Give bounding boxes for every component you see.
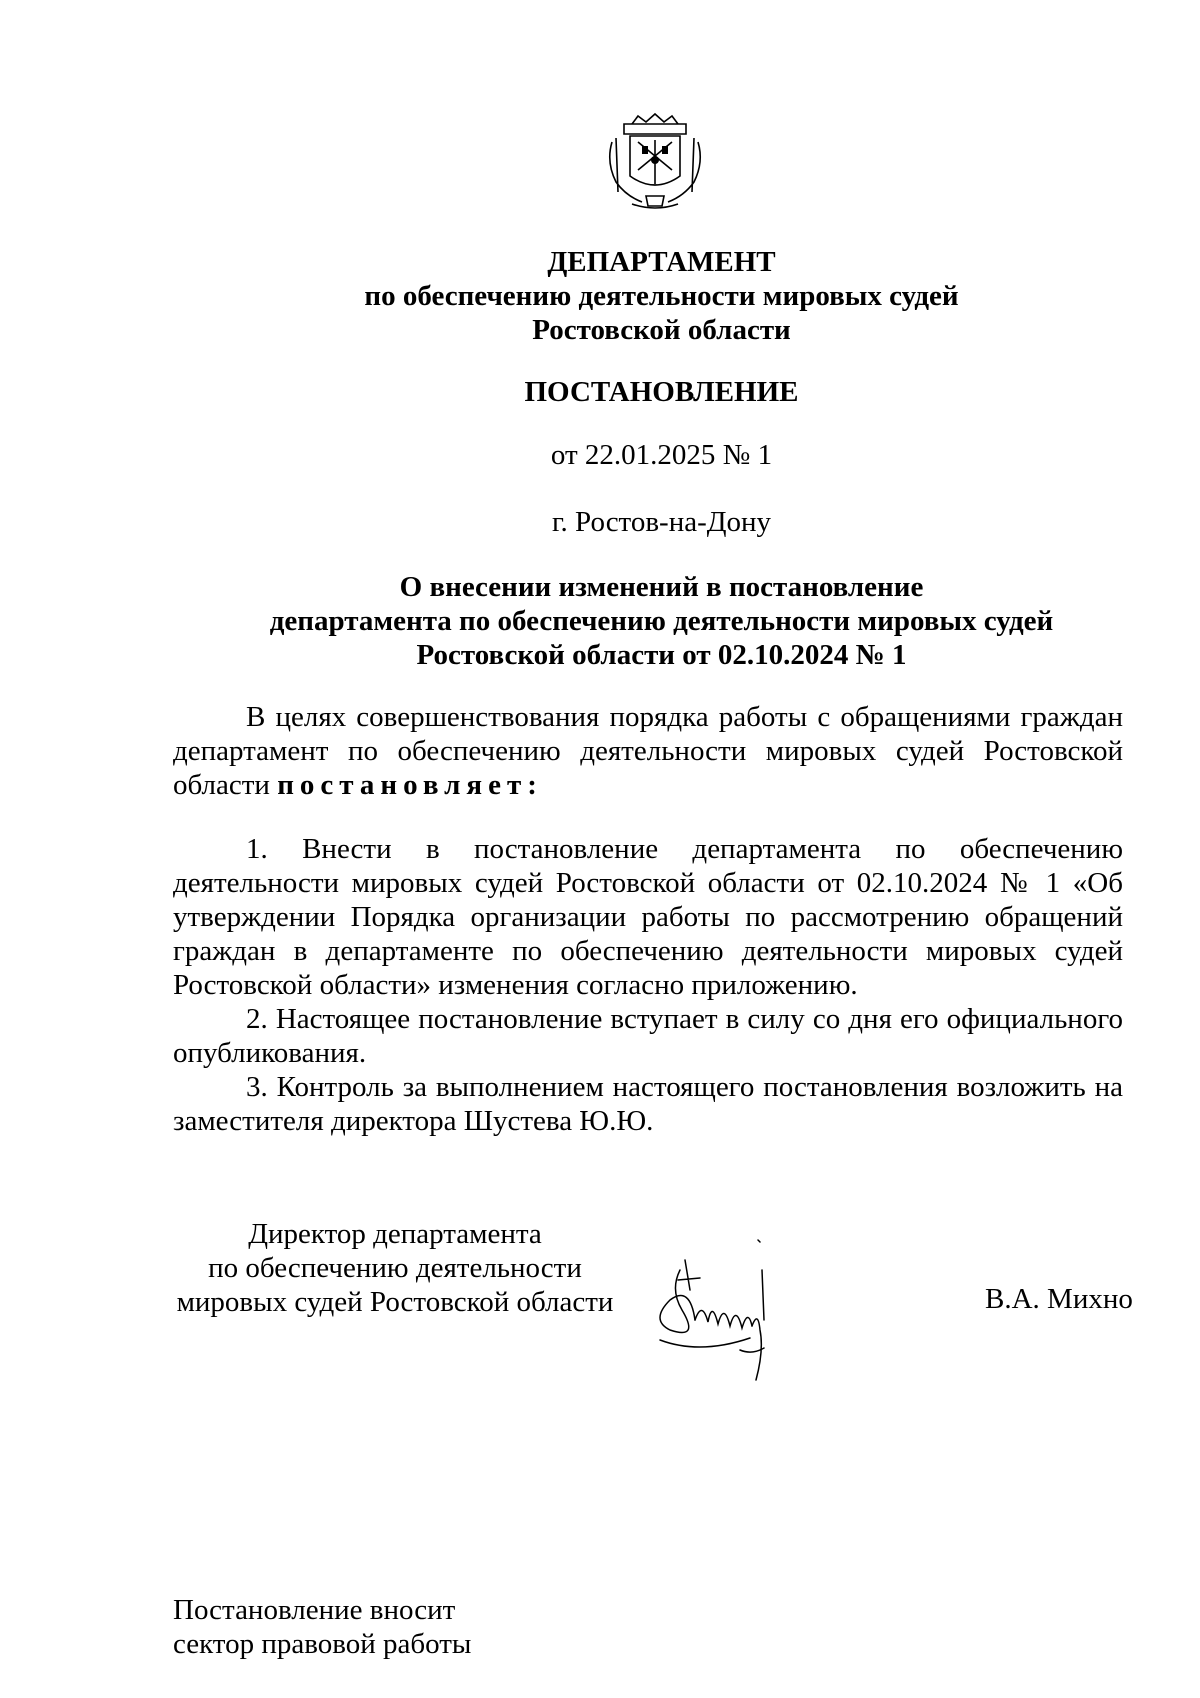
signatory-title-line-2: по обеспечению деятельности	[208, 1252, 582, 1284]
coat-of-arms-emblem-icon	[602, 112, 708, 212]
document-subject	[200, 570, 1123, 672]
document-footer	[173, 1593, 471, 1661]
document-city: г. Ростов-на-Дону	[551, 506, 772, 538]
preamble-paragraph	[173, 700, 1123, 802]
item-2-paragraph: 2. Настоящее постановление вступает в силу со дня его официального опубликования.	[173, 1003, 1123, 1069]
signatory-title	[170, 1217, 620, 1319]
header-line-3: Ростовской области	[532, 314, 791, 346]
resolves-word: постановляет:	[277, 769, 543, 801]
subject-line-2: департамента по обеспечению деятельности мировых судей	[269, 605, 1054, 637]
header-line-2: по обеспечению деятельности мировых судей	[364, 280, 959, 312]
footer-line-1: Постановление вносит	[173, 1594, 456, 1626]
handwritten-signature-icon	[640, 1230, 820, 1390]
document-date-number: от 22.01.2025 № 1	[550, 439, 773, 471]
header-line-1: ДЕПАРТАМЕНТ	[547, 246, 776, 278]
department-header	[0, 245, 1200, 347]
item-1-paragraph: 1. Внести в постановление департамента по обеспечению деятельности мировых судей Ростовской области от 02.10.2024 № 1 «Об утверждении Порядка организации работы по рассмотрению обращений граждан в департаменте по обеспечению деятельности мировых судей Ростовской области» изменения согласно приложению.	[173, 833, 1123, 1001]
document-body	[173, 700, 1123, 1138]
item-3-paragraph: 3. Контроль за выполнением настоящего постановления возложить на заместителя директора Шустева Ю.Ю.	[173, 1071, 1123, 1137]
document-type-title: ПОСТАНОВЛЕНИЕ	[524, 376, 799, 408]
subject-line-3: Ростовской области от 02.10.2024 № 1	[416, 639, 907, 671]
signatory-title-line-1: Директор департамента	[248, 1218, 542, 1250]
signatory-name: В.А. Михно	[985, 1283, 1133, 1315]
footer-line-2: сектор правовой работы	[173, 1628, 472, 1660]
subject-line-1: О внесении изменений в постановление	[399, 571, 924, 603]
signatory-title-line-3: мировых судей Ростовской области	[176, 1286, 614, 1318]
preamble-text: В целях совершенствования порядка работы с обращениями граждан департамент по обеспечению деятельности мировых судей Ростовской области	[173, 701, 1123, 801]
